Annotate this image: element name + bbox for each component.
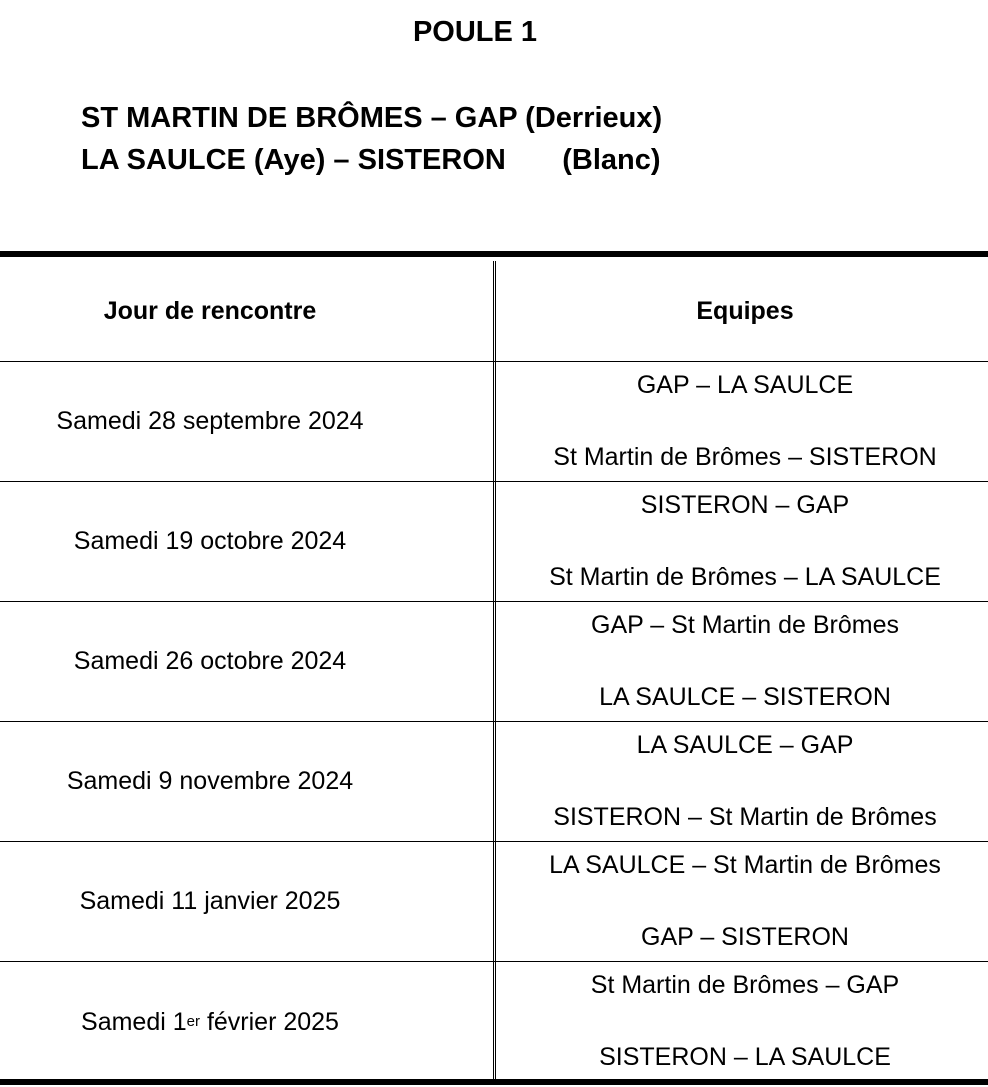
row-date: Samedi 26 octobre 2024 [73, 647, 347, 675]
schedule-table [0, 251, 988, 1085]
table-row [0, 722, 988, 842]
row-teams [496, 722, 988, 841]
row-date: Samedi 1 er février 2025 [81, 1007, 339, 1036]
row-date: Samedi 28 septembre 2024 [56, 407, 364, 435]
row-teams [496, 482, 988, 601]
row-date: Samedi 9 novembre 2024 [66, 767, 354, 795]
table-row [0, 842, 988, 962]
match-b: SISTERON – LA SAULCE [599, 1043, 891, 1071]
page-title: POULE 1 [412, 16, 538, 48]
match-b: SISTERON – St Martin de Brômes [553, 803, 937, 831]
row-teams [496, 842, 988, 961]
table-row [0, 482, 988, 602]
match-a: St Martin de Brômes – GAP [590, 971, 900, 999]
match-a: LA SAULCE – GAP [636, 731, 854, 759]
match-b: St Martin de Brômes – LA SAULCE [549, 563, 941, 591]
match-a: GAP – St Martin de Brômes [591, 611, 899, 639]
match-a: LA SAULCE – St Martin de Brômes [549, 851, 941, 879]
table-row [0, 962, 988, 1082]
table-header-row [0, 261, 988, 362]
header-teams: Equipes [696, 296, 794, 325]
match-b: St Martin de Brômes – SISTERON [553, 443, 937, 471]
header-match-2: LA SAULCE (Aye) – SISTERON (Blanc) [81, 144, 661, 176]
match-a: SISTERON – GAP [640, 491, 850, 519]
match-b: GAP – SISTERON [641, 923, 849, 951]
header-match-1: ST MARTIN DE BRÔMES – GAP (Derrieux) [81, 102, 663, 134]
table-row [0, 362, 988, 482]
date-suffix: février 2025 [200, 1007, 339, 1036]
table-row [0, 602, 988, 722]
match-b: LA SAULCE – SISTERON [599, 683, 891, 711]
match-a: GAP – LA SAULCE [636, 371, 854, 399]
row-date: Samedi 19 octobre 2024 [73, 527, 347, 555]
row-teams [496, 962, 988, 1082]
date-prefix: Samedi 1 [81, 1007, 187, 1036]
header-date: Jour de rencontre [103, 296, 317, 325]
row-teams [496, 602, 988, 721]
row-teams [496, 362, 988, 481]
row-date: Samedi 11 janvier 2025 [79, 887, 341, 915]
